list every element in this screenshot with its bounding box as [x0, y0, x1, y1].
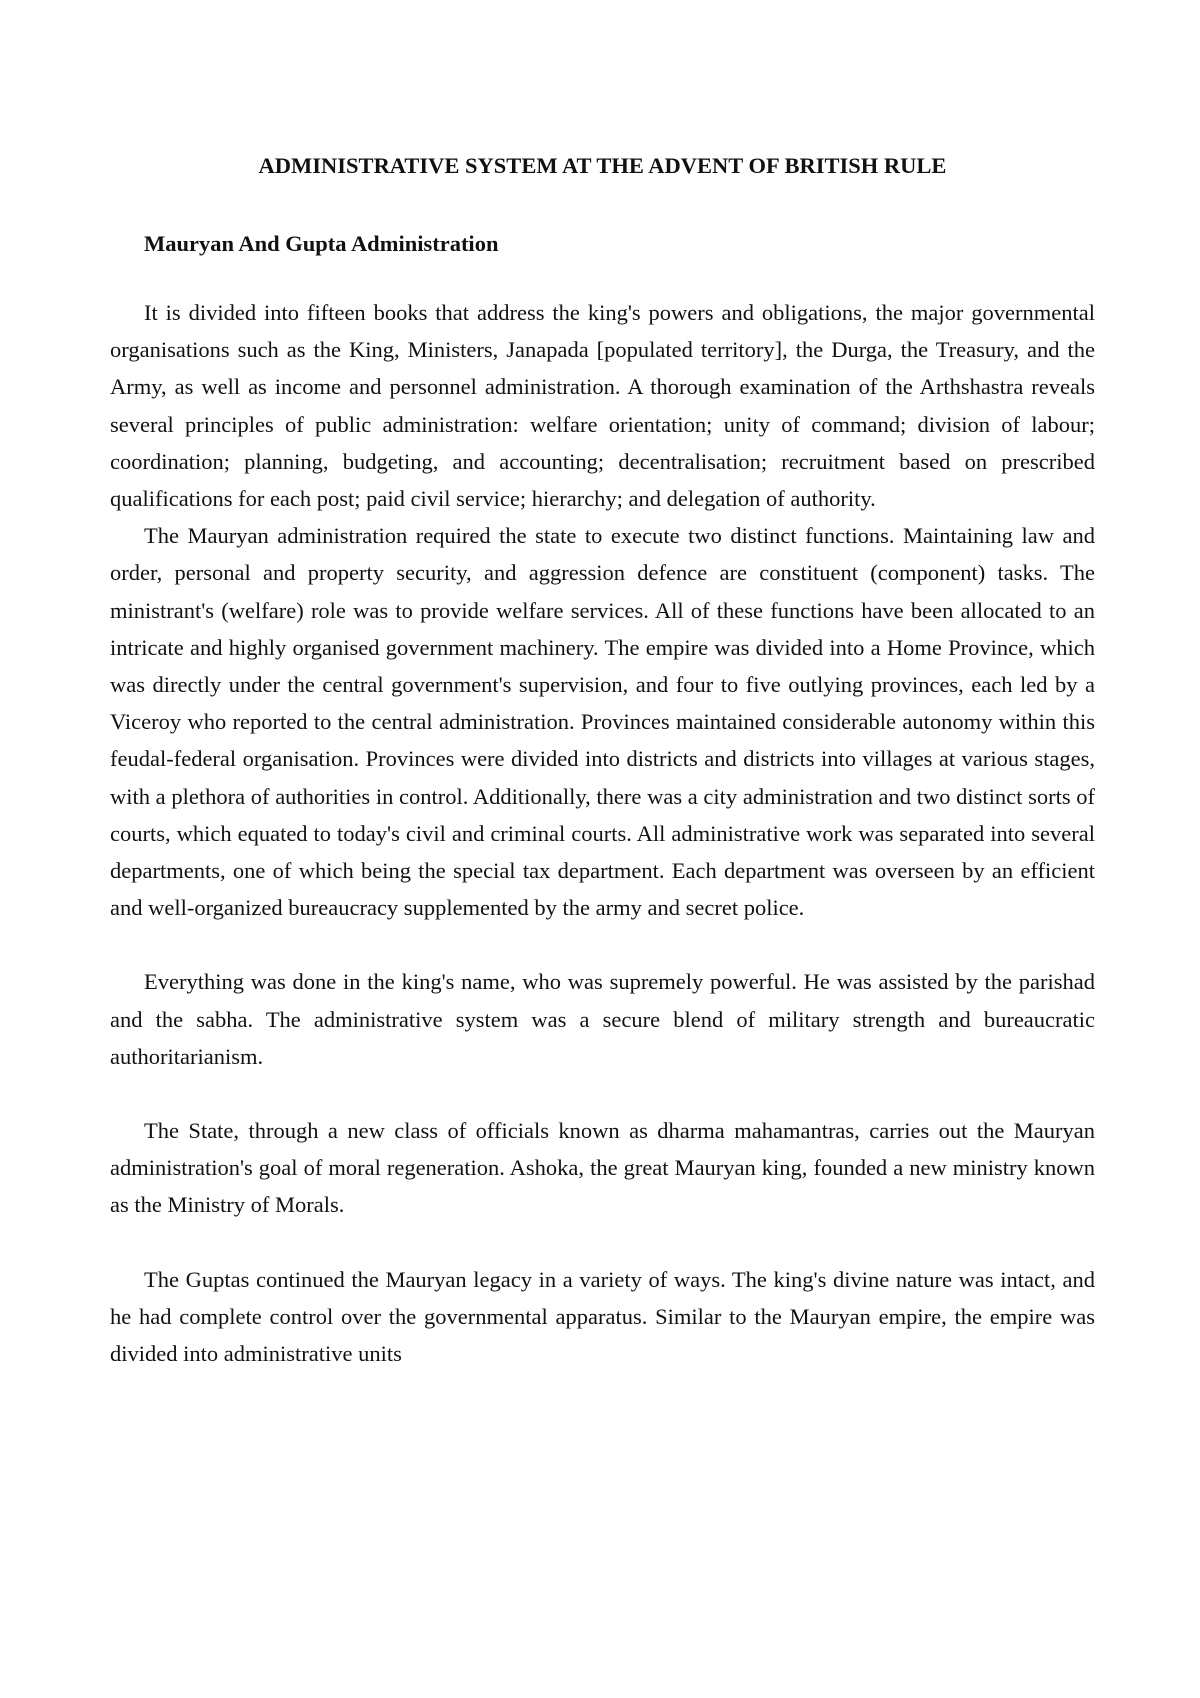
document-title: ADMINISTRATIVE SYSTEM AT THE ADVENT OF BRITISH RULE [258, 153, 947, 178]
paragraph-gupta-legacy: The Guptas continued the Mauryan legacy in a variety of ways. The king's divine nature was intact, and he had complete control over the governmental apparatus. Similar to the Mauryan empire, the empire was divided into administrative units [110, 1266, 1095, 1367]
paragraph-king-powers: Everything was done in the king's name, who was supremely powerful. He was assisted by the parishad and the sabha. The administrative system was a secure blend of military strength and bureaucratic authoritarianism. [110, 969, 1095, 1069]
section-heading: Mauryan And Gupta Administration [144, 231, 499, 256]
document-page [110, 150, 1095, 1372]
paragraph-arthshastra: It is divided into fifteen books that address the king's powers and obligations, the major governmental organisations such as the King, Ministers, Janapada [populated territory], the Durga, the Treasury, and the Army, as well as income and personnel administration. A thorough examination of the Arthshastra reveals several principles of public administration: welfare orientation; unity of command; division of labour; coordination; planning, budgeting, and accounting; decentralisation; recruitment based on prescribed qualifications for each post; paid civil service; hierarchy; and delegation of authority. [110, 300, 1095, 512]
paragraph-moral-regeneration: The State, through a new class of officials known as dharma mahamantras, carries out the Mauryan administration's goal of moral regeneration. Ashoka, the great Mauryan king, founded a new ministry known as the Ministry of Morals. [110, 1118, 1095, 1218]
paragraph-mauryan-functions: The Mauryan administration required the state to execute two distinct functions. Maintaining law and order, personal and property security, and aggression defence are constituent (component) tasks. The ministrant's (welfare) role was to provide welfare services. All of these functions have been allocated to an intricate and highly organised government machinery. The empire was divided into a Home Province, which was directly under the central government's supervision, and four to five outlying provinces, each led by a Viceroy who reported to the central administration. Provinces maintained considerable autonomy within this feudal-federal organisation. Provinces were divided into districts and districts into villages at various stages, with a plethora of authorities in control. Additionally, there was a city administration and two distinct sorts of courts, which equated to today's civil and criminal courts. All administrative work was separated into several departments, one of which being the special tax department. Each department was overseen by an efficient and well-organized bureaucracy supplemented by the army and secret police. [110, 523, 1095, 921]
